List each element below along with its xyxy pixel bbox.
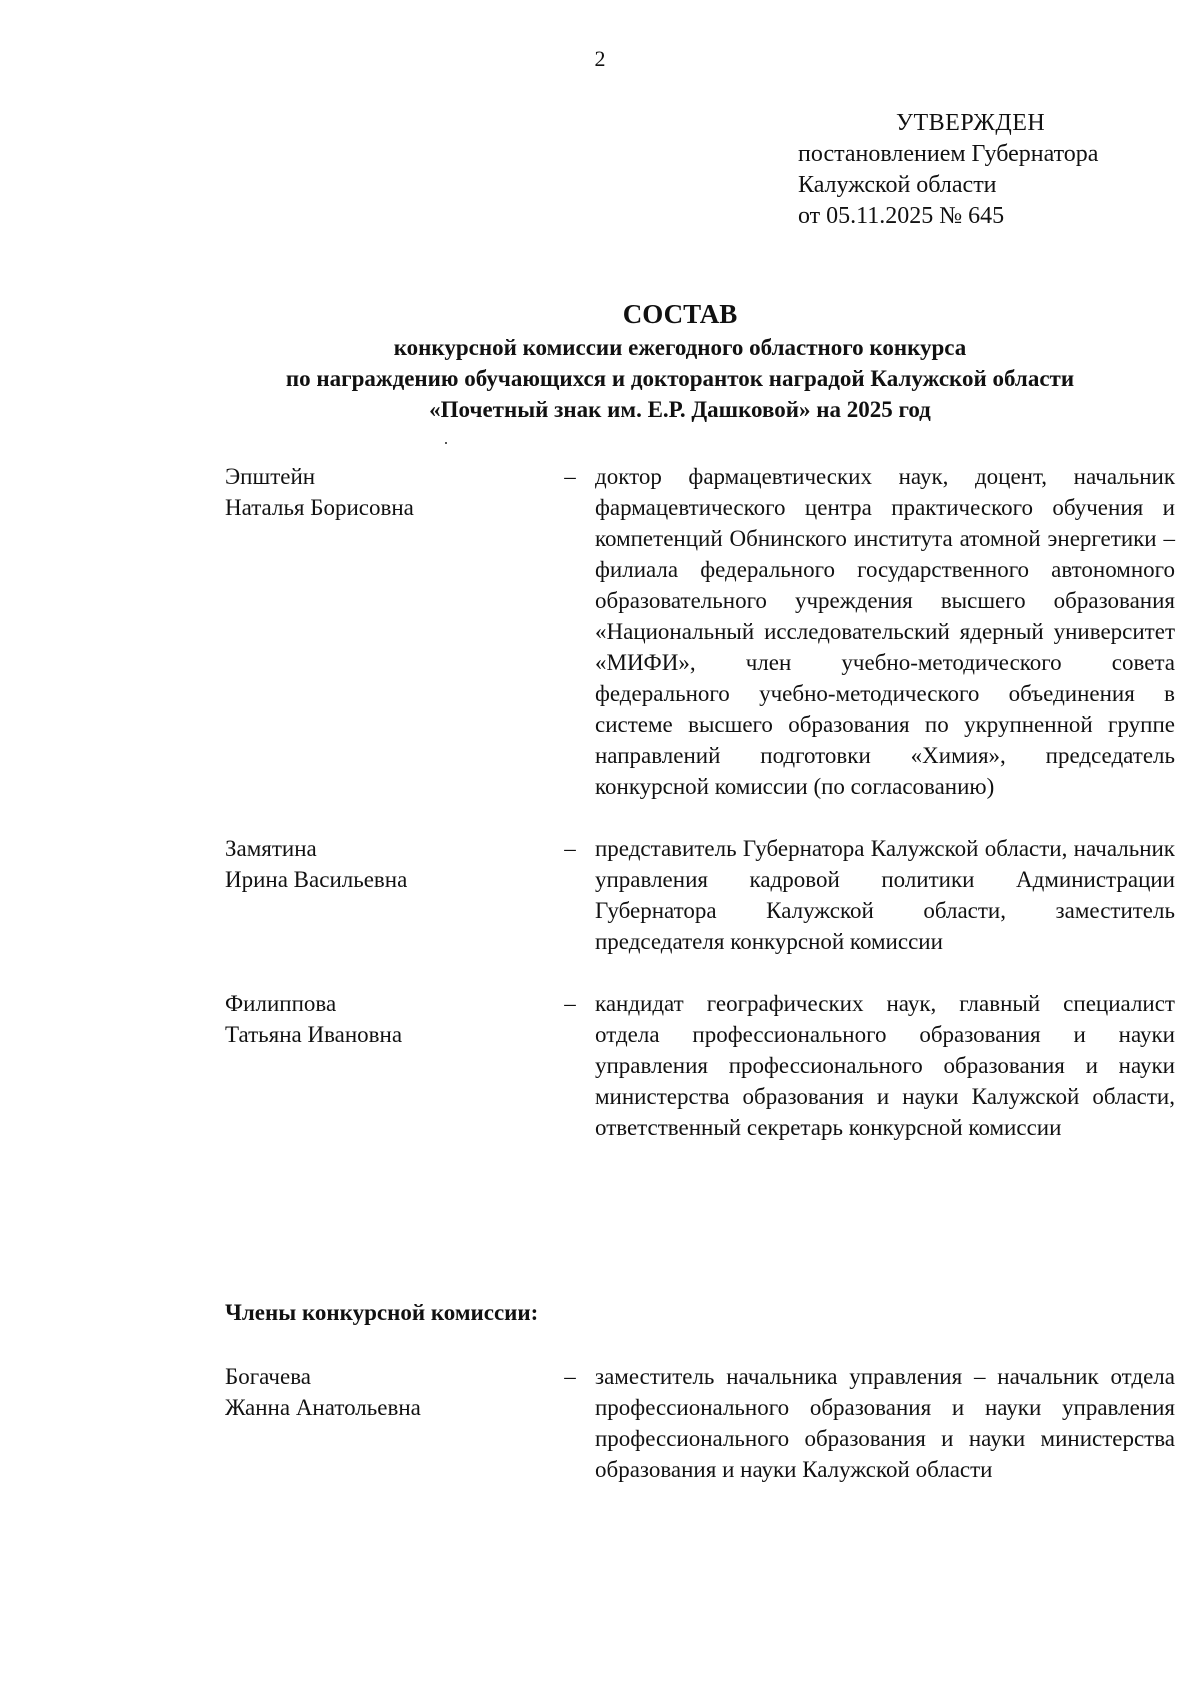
member-entry <box>225 1361 1175 1485</box>
scan-dot <box>445 442 447 444</box>
member-given-name: Ирина Васильевна <box>225 867 408 892</box>
member-role: заместитель начальника управления – начальник отдела профессионального образования и науки управления профессионального образования и науки министерства образования и науки Калужской области <box>595 1364 1175 1482</box>
member-surname: Эпштейн <box>225 464 316 489</box>
member-role: кандидат географических наук, главный специалист отдела профессионального образования и науки управления профессионального образования и науки министерства образования и науки Калужской области, ответственный секретарь конкурсной комиссии <box>595 991 1175 1140</box>
approval-block <box>798 108 1198 232</box>
member-dash: – <box>564 991 576 1016</box>
member-role: доктор фармацевтических наук, доцент, начальник фармацевтического центра практического обучения и компетенций Обнинского института атомной энергетики – филиала федерального государственного автономного образовательного учреждения высшего образования «Национальный исследовательский ядерный университет «МИФИ», член учебно-методического совета федерального учебно-методического объединения в системе высшего образования по укрупненной группе направлений подготовки «Химия», председатель конкурсной комиссии (по согласованию) <box>595 464 1175 799</box>
member-entry <box>225 988 1175 1143</box>
member-dash: – <box>564 836 576 861</box>
member-surname: Замятина <box>225 836 317 861</box>
member-dash: – <box>564 1364 576 1389</box>
title-block <box>200 296 1160 425</box>
member-given-name: Наталья Борисовна <box>225 495 414 520</box>
member-entry <box>225 833 1175 957</box>
title-line-3: «Почетный знак им. Е.Р. Дашковой» на 2025 год <box>429 397 931 422</box>
member-role: представитель Губернатора Калужской области, начальник управления кадровой политики Администрации Губернатора Калужской области, заместитель председателя конкурсной комиссии <box>595 836 1175 954</box>
document-title: СОСТАВ <box>622 299 738 329</box>
member-given-name: Татьяна Ивановна <box>225 1022 403 1047</box>
member-surname: Богачева <box>225 1364 311 1389</box>
approval-line-2: Калужской области <box>798 172 997 198</box>
member-surname: Филиппова <box>225 991 337 1016</box>
approval-approved: УТВЕРЖДЕН <box>896 110 1046 136</box>
member-name <box>225 833 545 957</box>
member-given-name: Жанна Анатольевна <box>225 1395 421 1420</box>
title-line-2: по награждению обучающихся и докторанток наградой Калужской области <box>285 366 1075 391</box>
member-dash: – <box>564 464 576 489</box>
page-number: 2 <box>594 46 606 71</box>
members-heading: Члены конкурсной комиссии: <box>225 1300 539 1325</box>
members-list <box>225 1361 1175 1516</box>
title-line-1: конкурсной комиссии ежегодного областного конкурса <box>393 335 967 360</box>
member-name <box>225 988 545 1143</box>
member-name <box>225 1361 545 1485</box>
leadership-list <box>225 461 1175 1174</box>
member-entry <box>225 461 1175 802</box>
approval-line-1: постановлением Губернатора <box>798 141 1099 167</box>
approval-line-3: от 05.11.2025 № 645 <box>798 203 1005 229</box>
member-name <box>225 461 545 802</box>
